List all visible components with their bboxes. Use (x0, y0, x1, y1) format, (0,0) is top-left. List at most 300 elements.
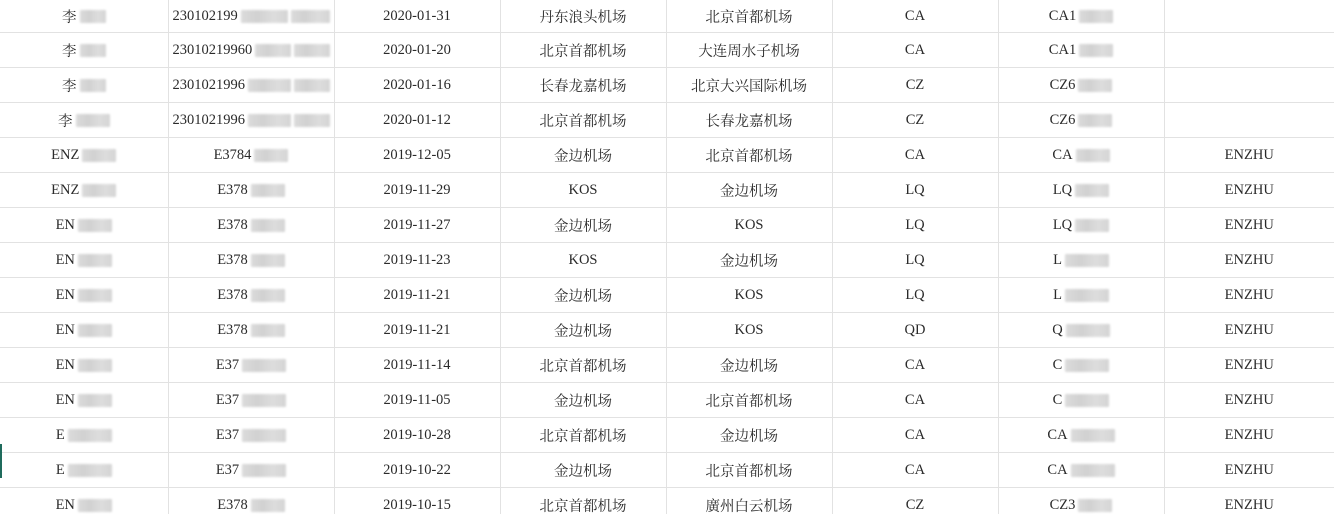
cell-arrival-airport-text: 金边机场 (720, 358, 778, 375)
cell-flight-number-text: CZ6 (1049, 76, 1076, 93)
cell-airline-code (832, 278, 998, 313)
redacted-block (242, 464, 286, 477)
cell-passenger-name-text: 李 (58, 113, 73, 130)
redacted-block (1065, 289, 1109, 302)
cell-flight-number-text: Q (1052, 321, 1063, 338)
cell-arrival-airport-text: 廣州白云机场 (705, 498, 793, 514)
cell-passenger-name-text: E (55, 426, 65, 443)
cell-arrival-airport-text: 金边机场 (720, 253, 778, 270)
cell-operator-tag-text: ENZHU (1224, 496, 1274, 513)
cell-arrival-airport-text: KOS (734, 216, 764, 233)
cell-flight-date (334, 488, 500, 514)
redacted-block (80, 10, 106, 23)
cell-flight-number (998, 383, 1164, 418)
cell-departure-airport (500, 243, 666, 278)
redacted-block (78, 359, 112, 372)
cell-arrival-airport-text: 北京首都机场 (705, 393, 793, 410)
cell-passenger-name-text: EN (55, 216, 75, 233)
cell-airline-code (832, 383, 998, 418)
cell-flight-number (998, 488, 1164, 514)
cell-operator-tag-text: ENZHU (1224, 146, 1274, 163)
redacted-block (294, 79, 329, 92)
cell-departure-airport (500, 173, 666, 208)
cell-arrival-airport (666, 68, 832, 103)
cell-id-number (168, 208, 334, 243)
cell-arrival-airport-text: 大连周水子机场 (698, 43, 800, 60)
redacted-block (1079, 44, 1113, 57)
cell-departure-airport-text: 金边机场 (554, 288, 612, 305)
cell-departure-airport-text: 北京首都机场 (539, 43, 627, 60)
cell-airline-code-text: LQ (905, 216, 925, 233)
cell-arrival-airport (666, 138, 832, 173)
cell-arrival-airport (666, 173, 832, 208)
cell-airline-code (832, 488, 998, 514)
cell-id-number (168, 383, 334, 418)
redacted-block (1078, 79, 1112, 92)
cell-airline-code (832, 173, 998, 208)
cell-airline-code-text: CA (904, 461, 926, 478)
redacted-block (82, 149, 116, 162)
table-row[interactable] (0, 33, 1334, 68)
cell-airline-code (832, 208, 998, 243)
cell-airline-code-text: CA (904, 356, 926, 373)
cell-flight-number-text: CA (1052, 146, 1073, 163)
cell-departure-airport (500, 488, 666, 514)
cell-flight-date (334, 173, 500, 208)
cell-arrival-airport-text: KOS (734, 286, 764, 303)
redacted-block (1065, 254, 1109, 267)
cell-airline-code (832, 418, 998, 453)
redacted-block (1066, 324, 1110, 337)
cell-arrival-airport (666, 0, 832, 33)
cell-flight-number-text: CA (1047, 461, 1068, 478)
cell-operator-tag (1164, 0, 1334, 33)
redacted-block (76, 114, 110, 127)
cell-flight-date-text: 2019-12-05 (383, 146, 451, 163)
cell-departure-airport (500, 418, 666, 453)
cell-departure-airport (500, 0, 666, 33)
cell-flight-date-text: 2019-10-28 (383, 426, 451, 443)
redacted-block (1075, 184, 1109, 197)
cell-flight-number (998, 348, 1164, 383)
cell-passenger-name (0, 0, 168, 33)
cell-id-number-text: E37 (215, 356, 240, 373)
redacted-block (68, 464, 112, 477)
redacted-block (242, 429, 286, 442)
cell-airline-code (832, 33, 998, 68)
row-edge-marker (0, 444, 2, 478)
redacted-block (241, 10, 288, 23)
cell-departure-airport-text: 北京首都机场 (539, 113, 627, 130)
redacted-block (78, 289, 112, 302)
cell-departure-airport (500, 278, 666, 313)
cell-arrival-airport (666, 33, 832, 68)
redacted-block (68, 429, 112, 442)
table-row[interactable] (0, 103, 1334, 138)
cell-passenger-name (0, 68, 168, 103)
cell-operator-tag (1164, 313, 1334, 348)
cell-passenger-name (0, 313, 168, 348)
redacted-block (251, 324, 285, 337)
cell-arrival-airport (666, 243, 832, 278)
cell-arrival-airport-text: 北京首都机场 (705, 148, 793, 165)
cell-operator-tag (1164, 348, 1334, 383)
cell-operator-tag (1164, 173, 1334, 208)
cell-operator-tag-text: ENZHU (1224, 181, 1274, 198)
cell-operator-tag-text: ENZHU (1224, 356, 1274, 373)
redacted-block (78, 219, 112, 232)
cell-departure-airport (500, 68, 666, 103)
cell-operator-tag-text: ENZHU (1224, 426, 1274, 443)
cell-flight-date (334, 418, 500, 453)
cell-flight-number-text: CZ6 (1049, 111, 1076, 128)
cell-flight-date (334, 313, 500, 348)
cell-id-number (168, 418, 334, 453)
cell-operator-tag (1164, 243, 1334, 278)
cell-id-number-text: E37 (215, 426, 240, 443)
redacted-block (242, 359, 286, 372)
redacted-block (1071, 429, 1115, 442)
table-row[interactable] (0, 383, 1334, 418)
cell-departure-airport-text: 北京首都机场 (539, 358, 627, 375)
cell-arrival-airport (666, 208, 832, 243)
cell-operator-tag (1164, 488, 1334, 514)
cell-flight-number (998, 103, 1164, 138)
redacted-block (255, 44, 291, 57)
cell-departure-airport-text: KOS (568, 181, 598, 198)
cell-id-number (168, 33, 334, 68)
cell-operator-tag (1164, 138, 1334, 173)
cell-flight-number (998, 418, 1164, 453)
table-row[interactable] (0, 488, 1334, 514)
cell-departure-airport (500, 33, 666, 68)
cell-flight-date (334, 103, 500, 138)
cell-flight-date-text: 2019-11-05 (383, 391, 451, 408)
cell-id-number-text: 2301021996 (172, 76, 245, 93)
cell-airline-code-text: CA (904, 391, 926, 408)
cell-arrival-airport (666, 348, 832, 383)
cell-flight-number (998, 33, 1164, 68)
cell-arrival-airport (666, 488, 832, 514)
cell-flight-date (334, 453, 500, 488)
cell-passenger-name-text: ENZ (51, 181, 80, 198)
cell-flight-date (334, 68, 500, 103)
cell-operator-tag (1164, 208, 1334, 243)
cell-id-number (168, 348, 334, 383)
cell-flight-number (998, 313, 1164, 348)
redacted-block (1079, 10, 1113, 23)
cell-flight-date-text: 2019-11-27 (383, 216, 451, 233)
cell-passenger-name (0, 33, 168, 68)
redacted-block (254, 149, 288, 162)
redacted-block (78, 324, 112, 337)
cell-operator-tag (1164, 453, 1334, 488)
cell-flight-number-text: LQ (1052, 181, 1073, 198)
table-row[interactable] (0, 348, 1334, 383)
cell-arrival-airport-text: 金边机场 (720, 428, 778, 445)
cell-passenger-name (0, 453, 168, 488)
cell-flight-date-text: 2019-10-15 (383, 496, 451, 513)
cell-passenger-name (0, 138, 168, 173)
redacted-block (1065, 394, 1109, 407)
cell-operator-tag (1164, 418, 1334, 453)
cell-passenger-name (0, 418, 168, 453)
table-row[interactable] (0, 0, 1334, 33)
cell-operator-tag-text: ENZHU (1224, 251, 1274, 268)
cell-flight-date-text: 2020-01-20 (383, 41, 451, 58)
cell-flight-date (334, 278, 500, 313)
cell-arrival-airport (666, 418, 832, 453)
cell-id-number (168, 453, 334, 488)
cell-operator-tag (1164, 278, 1334, 313)
cell-operator-tag-text: ENZHU (1224, 216, 1274, 233)
redacted-block (1075, 219, 1109, 232)
cell-airline-code-text: LQ (905, 181, 925, 198)
cell-flight-number-text: LQ (1052, 216, 1073, 233)
cell-id-number (168, 68, 334, 103)
cell-departure-airport (500, 383, 666, 418)
cell-flight-number-text: C (1052, 356, 1063, 373)
cell-flight-date (334, 383, 500, 418)
cell-passenger-name-text: EN (55, 391, 75, 408)
redacted-block (251, 254, 285, 267)
redacted-block (80, 79, 106, 92)
cell-departure-airport (500, 103, 666, 138)
table-row[interactable] (0, 453, 1334, 488)
cell-passenger-name-text: EN (55, 321, 75, 338)
cell-departure-airport-text: 金边机场 (554, 463, 612, 480)
cell-flight-number (998, 0, 1164, 33)
cell-flight-date (334, 0, 500, 33)
redacted-block (1065, 359, 1109, 372)
cell-departure-airport-text: 金边机场 (554, 323, 612, 340)
table-row[interactable] (0, 313, 1334, 348)
cell-operator-tag (1164, 103, 1334, 138)
redacted-block (82, 184, 116, 197)
redacted-block (294, 114, 329, 127)
cell-airline-code (832, 103, 998, 138)
cell-passenger-name (0, 488, 168, 514)
cell-flight-number-text: L (1053, 251, 1062, 268)
cell-flight-number (998, 173, 1164, 208)
table-row[interactable] (0, 68, 1334, 103)
cell-id-number-text: E3784 (213, 146, 252, 163)
cell-id-number (168, 0, 334, 33)
cell-passenger-name-text: EN (55, 356, 75, 373)
cell-id-number (168, 103, 334, 138)
cell-airline-code-text: QD (904, 321, 926, 338)
cell-flight-number (998, 453, 1164, 488)
cell-flight-date-text: 2019-11-21 (383, 286, 451, 303)
cell-passenger-name-text: EN (55, 251, 75, 268)
cell-departure-airport-text: KOS (568, 251, 598, 268)
cell-airline-code (832, 138, 998, 173)
redacted-block (1071, 464, 1115, 477)
cell-flight-number-text: CA1 (1048, 41, 1077, 58)
cell-airline-code-text: CA (904, 41, 926, 58)
cell-airline-code-text: CZ (905, 76, 925, 93)
cell-airline-code-text: CA (904, 146, 926, 163)
cell-flight-date-text: 2020-01-16 (383, 76, 451, 93)
cell-departure-airport (500, 453, 666, 488)
cell-passenger-name-text: 李 (62, 43, 77, 60)
cell-id-number-text: 2301021996 (172, 111, 245, 128)
cell-flight-date (334, 33, 500, 68)
cell-passenger-name-text: 李 (62, 78, 77, 95)
cell-departure-airport-text: 北京首都机场 (539, 498, 627, 514)
cell-id-number-text: E378 (217, 286, 248, 303)
redacted-block (291, 10, 330, 23)
cell-passenger-name (0, 208, 168, 243)
cell-flight-number (998, 208, 1164, 243)
table-row[interactable] (0, 173, 1334, 208)
cell-airline-code-text: CZ (905, 111, 925, 128)
cell-passenger-name (0, 383, 168, 418)
redacted-block (251, 219, 285, 232)
cell-flight-date-text: 2019-11-21 (383, 321, 451, 338)
cell-flight-number (998, 278, 1164, 313)
cell-airline-code (832, 68, 998, 103)
redacted-block (80, 44, 106, 57)
table-row[interactable] (0, 278, 1334, 313)
cell-id-number-text: E378 (217, 181, 248, 198)
cell-passenger-name (0, 243, 168, 278)
cell-departure-airport-text: 金边机场 (554, 393, 612, 410)
cell-operator-tag (1164, 383, 1334, 418)
cell-arrival-airport (666, 383, 832, 418)
cell-operator-tag-text: ENZHU (1224, 286, 1274, 303)
table-row[interactable] (0, 208, 1334, 243)
redacted-block (78, 499, 112, 512)
cell-id-number-text: 23010219960 (172, 41, 253, 58)
cell-flight-date (334, 243, 500, 278)
cell-id-number (168, 313, 334, 348)
cell-id-number (168, 138, 334, 173)
cell-departure-airport (500, 208, 666, 243)
cell-airline-code (832, 0, 998, 33)
table-row[interactable] (0, 138, 1334, 173)
redacted-block (78, 394, 112, 407)
cell-id-number (168, 488, 334, 514)
cell-departure-airport-text: 金边机场 (554, 148, 612, 165)
table-row[interactable] (0, 418, 1334, 453)
cell-passenger-name (0, 103, 168, 138)
cell-departure-airport-text: 北京首都机场 (539, 428, 627, 445)
redacted-block (251, 499, 285, 512)
cell-departure-airport (500, 138, 666, 173)
cell-flight-number (998, 138, 1164, 173)
redacted-block (78, 254, 112, 267)
redacted-block (251, 184, 285, 197)
cell-flight-number-text: L (1053, 286, 1062, 303)
cell-airline-code-text: CZ (905, 496, 925, 513)
cell-departure-airport-text: 长春龙嘉机场 (539, 78, 627, 95)
cell-departure-airport (500, 313, 666, 348)
cell-airline-code (832, 453, 998, 488)
cell-airline-code-text: LQ (905, 251, 925, 268)
cell-flight-date-text: 2020-01-31 (383, 7, 451, 24)
redacted-block (248, 114, 291, 127)
cell-flight-date (334, 208, 500, 243)
cell-flight-date (334, 138, 500, 173)
cell-flight-date-text: 2019-11-14 (383, 356, 451, 373)
cell-flight-date-text: 2019-11-29 (383, 181, 451, 198)
cell-operator-tag-text: ENZHU (1224, 391, 1274, 408)
cell-id-number-text: E378 (217, 496, 248, 513)
cell-operator-tag-text: ENZHU (1224, 321, 1274, 338)
cell-flight-date-text: 2019-10-22 (383, 461, 451, 478)
cell-id-number (168, 173, 334, 208)
cell-passenger-name (0, 173, 168, 208)
cell-arrival-airport-text: 北京首都机场 (705, 463, 793, 480)
redacted-block (1076, 149, 1110, 162)
cell-arrival-airport (666, 278, 832, 313)
cell-passenger-name-text: E (55, 461, 65, 478)
cell-flight-date-text: 2020-01-12 (383, 111, 451, 128)
cell-id-number-text: E37 (215, 461, 240, 478)
cell-arrival-airport (666, 313, 832, 348)
cell-operator-tag-text: ENZHU (1224, 461, 1274, 478)
cell-flight-number-text: CA (1047, 426, 1068, 443)
cell-flight-number-text: CZ3 (1049, 496, 1076, 513)
cell-passenger-name-text: EN (55, 286, 75, 303)
cell-arrival-airport (666, 103, 832, 138)
cell-airline-code (832, 348, 998, 383)
redacted-block (1078, 114, 1112, 127)
cell-passenger-name (0, 278, 168, 313)
cell-flight-date (334, 348, 500, 383)
cell-passenger-name-text: EN (55, 496, 75, 513)
cell-flight-number (998, 243, 1164, 278)
cell-id-number (168, 278, 334, 313)
cell-airline-code (832, 313, 998, 348)
cell-passenger-name-text: ENZ (51, 146, 80, 163)
cell-passenger-name (0, 348, 168, 383)
redacted-block (294, 44, 330, 57)
cell-arrival-airport-text: 北京首都机场 (705, 9, 793, 26)
cell-departure-airport (500, 348, 666, 383)
cell-id-number (168, 243, 334, 278)
redacted-block (1078, 499, 1112, 512)
cell-departure-airport-text: 丹东浪头机场 (539, 9, 627, 26)
cell-id-number-text: E37 (215, 391, 240, 408)
cell-passenger-name-text: 李 (62, 9, 77, 26)
cell-departure-airport-text: 金边机场 (554, 218, 612, 235)
cell-flight-number (998, 68, 1164, 103)
cell-airline-code-text: LQ (905, 286, 925, 303)
cell-arrival-airport-text: 长春龙嘉机场 (705, 113, 793, 130)
cell-id-number-text: 230102199 (172, 7, 238, 24)
cell-id-number-text: E378 (217, 321, 248, 338)
redacted-block (242, 394, 286, 407)
cell-airline-code (832, 243, 998, 278)
cell-arrival-airport-text: 金边机场 (720, 183, 778, 200)
cell-arrival-airport-text: 北京大兴国际机场 (691, 78, 807, 95)
redacted-block (248, 79, 291, 92)
cell-flight-date-text: 2019-11-23 (383, 251, 451, 268)
cell-operator-tag (1164, 33, 1334, 68)
cell-airline-code-text: CA (904, 426, 926, 443)
cell-flight-number-text: C (1052, 391, 1063, 408)
cell-id-number-text: E378 (217, 216, 248, 233)
table-row[interactable] (0, 243, 1334, 278)
cell-flight-number-text: CA1 (1048, 7, 1077, 24)
cell-arrival-airport (666, 453, 832, 488)
cell-airline-code-text: CA (904, 7, 926, 24)
cell-id-number-text: E378 (217, 251, 248, 268)
cell-operator-tag (1164, 68, 1334, 103)
cell-arrival-airport-text: KOS (734, 321, 764, 338)
